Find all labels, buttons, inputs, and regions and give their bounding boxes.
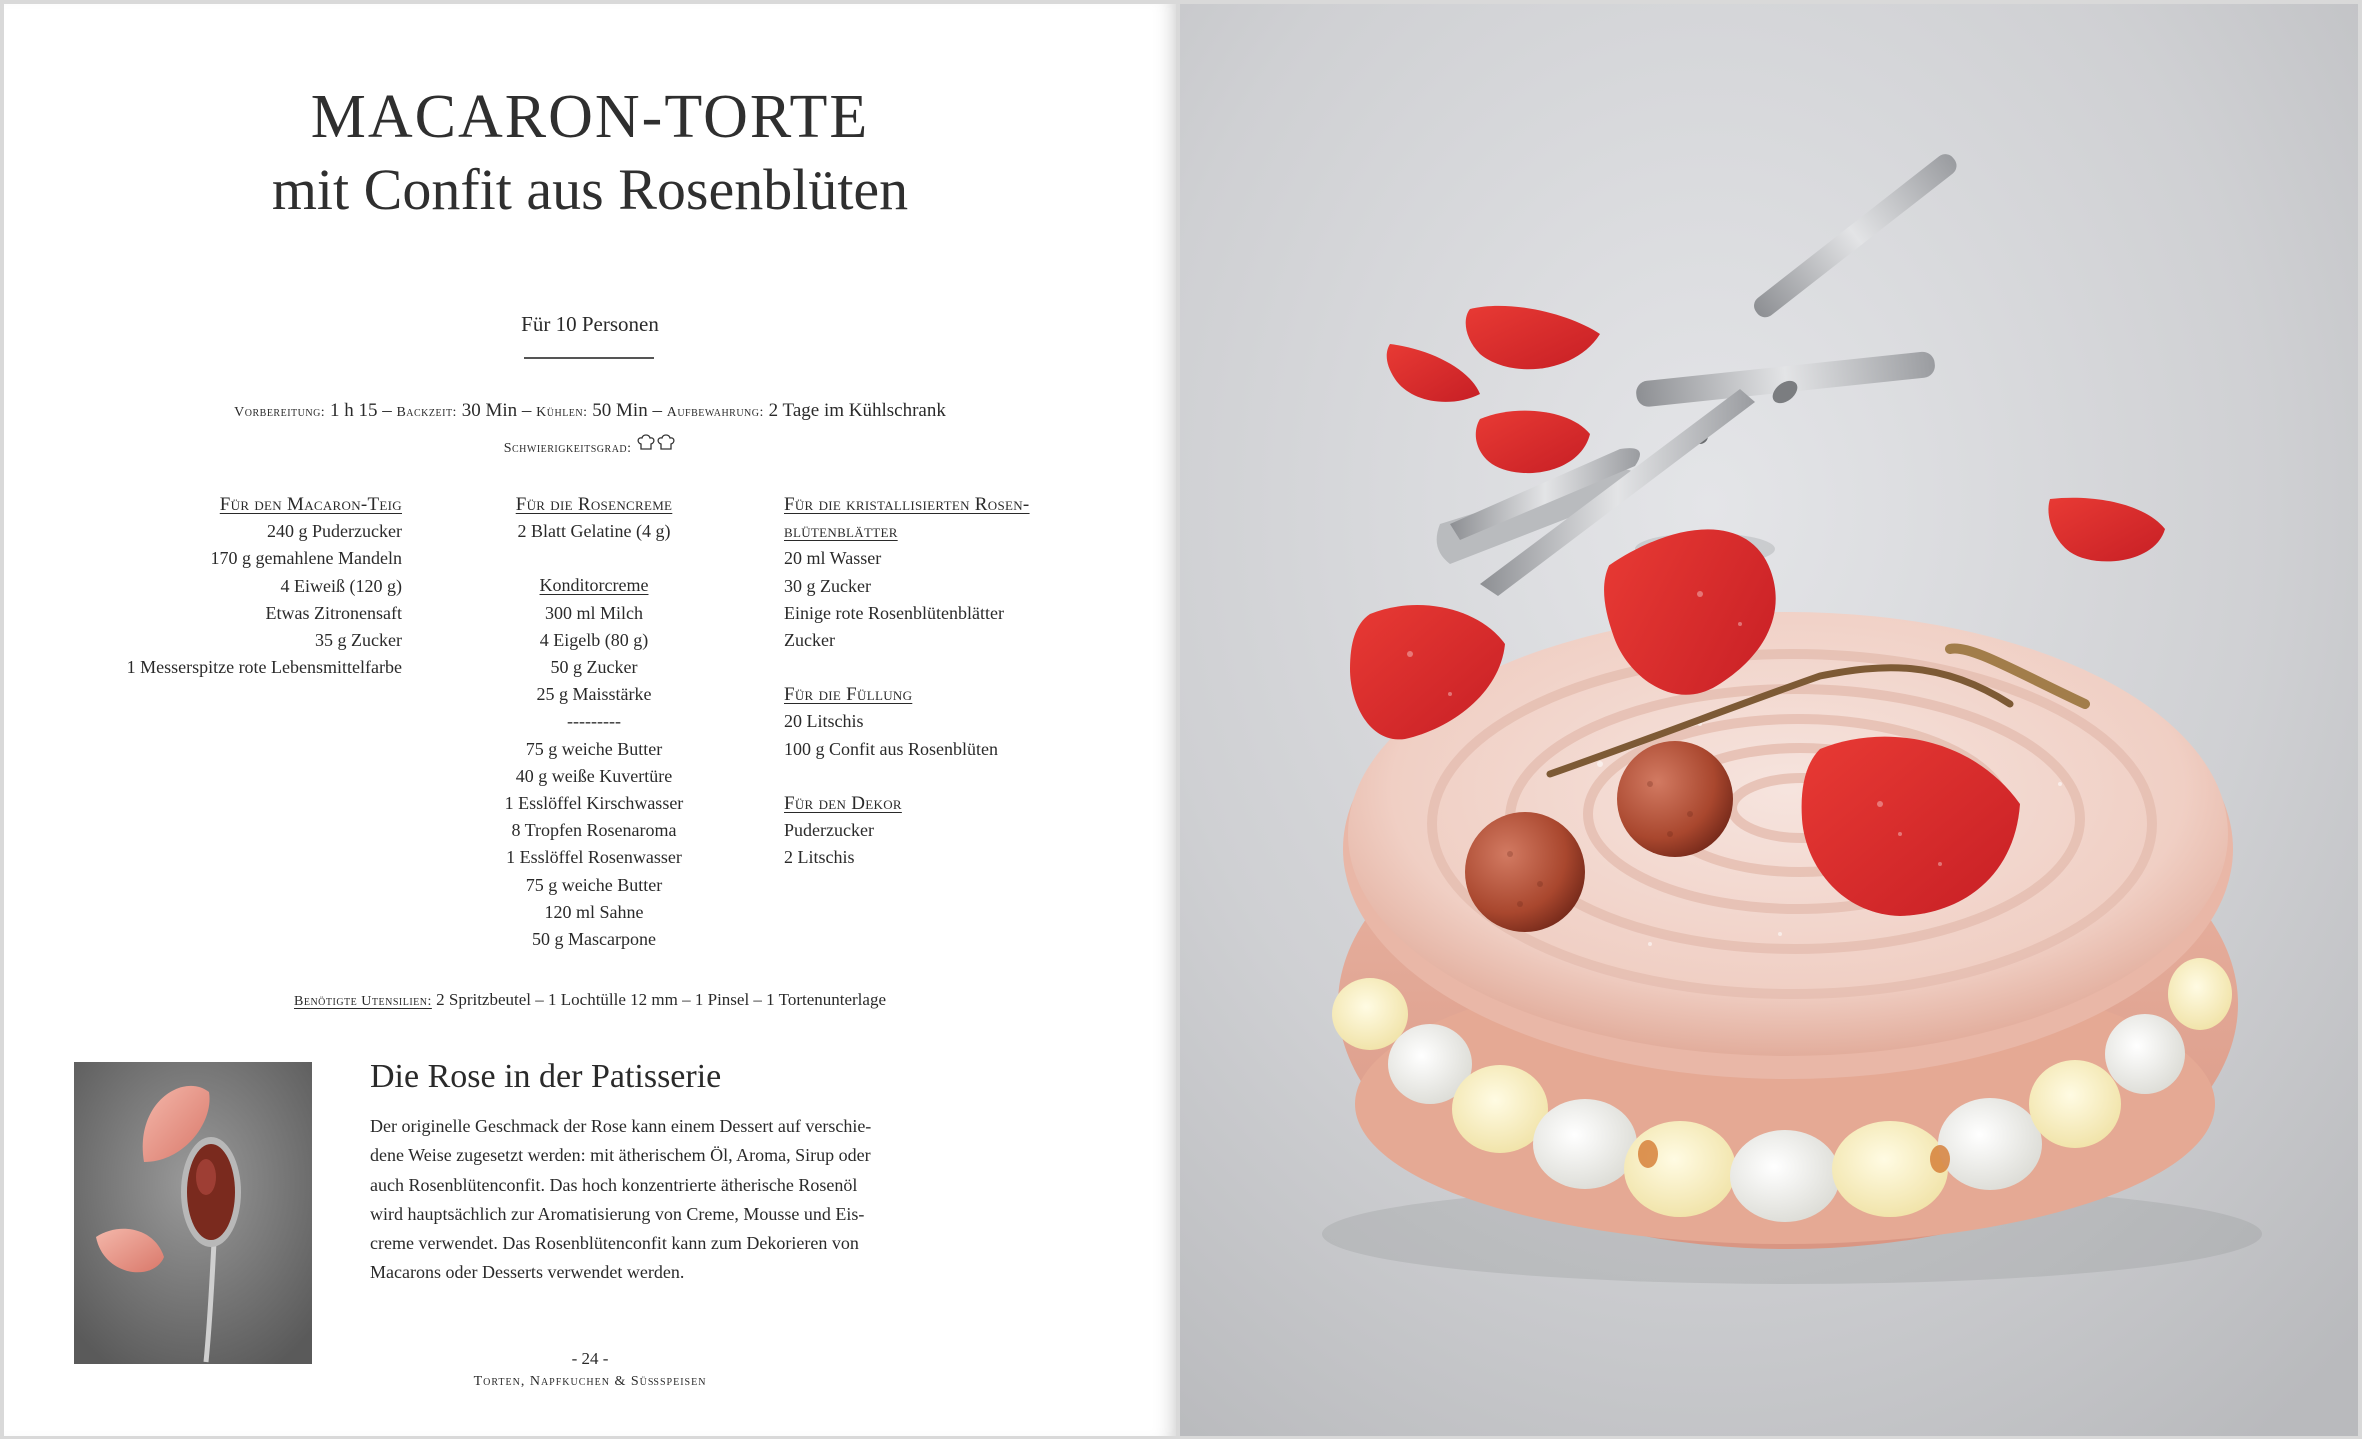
toque-icon	[636, 436, 676, 457]
ingredient: 120 ml Sahne	[544, 901, 644, 922]
section-heading: Für die kristallisierten Rosen-	[784, 494, 1030, 515]
meta-sep: –	[652, 400, 667, 421]
ingredient: 1 Messerspitze rote Lebensmittelfarbe	[126, 657, 402, 678]
ingredient: 35 g Zucker	[315, 630, 402, 651]
utensils	[4, 990, 1176, 1010]
meta-sep: –	[521, 400, 537, 421]
bake-value: 30 Min	[461, 400, 518, 421]
page-number: - 24 -	[571, 1349, 609, 1368]
store-label: Aufbewahrung:	[666, 405, 764, 420]
servings: Für 10 Personen	[521, 312, 659, 336]
ingredient: 1 Esslöffel Rosenwasser	[506, 847, 682, 868]
prep-value: 1 h 15	[329, 400, 378, 421]
ingredient: 75 g weiche Butter	[525, 874, 663, 895]
text-line: Der originelle Geschmack der Rose kann einem Dessert auf verschie-	[370, 1116, 872, 1136]
ingredient: 50 g Zucker	[550, 657, 638, 678]
ingredient: 300 ml Milch	[545, 602, 643, 623]
ingredient: 170 g gemahlene Mandeln	[210, 548, 402, 569]
text-line: creme verwendet. Das Rosenblütenconfit kann zum Dekorieren von	[370, 1233, 859, 1254]
ingredients-rosencreme	[444, 491, 744, 953]
section-heading: Für die Füllung	[784, 684, 913, 706]
ingredient: 240 g Puderzucker	[267, 521, 402, 542]
recipe-title: MACARON-TORTE	[310, 83, 870, 151]
ingredient: 1 Esslöffel Kirschwasser	[504, 793, 684, 814]
text-line: auch Rosenblütenconfit. Das hoch konzentrierte ätherische Rosenöl	[370, 1174, 858, 1195]
ingredient: 75 g weiche Butter	[525, 738, 663, 759]
bake-label: Backzeit:	[396, 405, 457, 420]
ingredient: Einige rote Rosenblütenblätter	[784, 602, 1004, 623]
ingredient: 50 g Mascarpone	[532, 929, 656, 950]
cool-value: 50 Min	[592, 400, 648, 421]
cool-label: Kühlen:	[536, 405, 588, 420]
section-heading: blütenblätter	[784, 521, 898, 543]
ingredient: 40 g weiße Kuvertüre	[515, 765, 673, 786]
text-line: dene Weise zugesetzt werden: mit ätherischem Öl, Aroma, Sirup oder	[370, 1145, 871, 1166]
recipe-subtitle: mit Confit aus Rosenblüten	[271, 157, 909, 222]
divider-rule	[524, 357, 654, 359]
ingredient: 2 Litschis	[784, 847, 855, 868]
recipe-page	[4, 4, 1176, 1436]
meta-sep: –	[382, 400, 397, 421]
ingredient: 20 Litschis	[784, 711, 864, 732]
ingredient: 4 Eigelb (80 g)	[539, 629, 649, 650]
ingredient: 30 g Zucker	[784, 575, 871, 596]
difficulty-label: Schwierigkeitsgrad:	[503, 441, 632, 456]
text-line: Macarons oder Desserts verwendet werden.	[370, 1262, 685, 1283]
ingredient: Etwas Zitronensaft	[265, 602, 402, 623]
info-box-title: Die Rose in der Patisserie	[370, 1058, 722, 1095]
section-name: Torten, Napfkuchen & Süßspeisen	[473, 1374, 707, 1389]
rose-spoon-photo	[74, 1062, 312, 1364]
text-line: wird hauptsächlich zur Aromatisierung von Creme, Mousse und Eis-	[370, 1203, 865, 1224]
ingredient: 100 g Confit aus Rosenblüten	[784, 738, 998, 759]
ingredient: 2 Blatt Gelatine (4 g)	[517, 521, 671, 542]
ingredients-other	[784, 491, 1114, 871]
section-heading: Für den Dekor	[784, 792, 902, 814]
info-box-text	[370, 1112, 960, 1288]
ingredient: 8 Tropfen Rosenaroma	[511, 820, 677, 841]
ingredient: 20 ml Wasser	[784, 548, 882, 569]
sub-heading: Konditorcreme	[539, 575, 649, 596]
difficulty	[4, 434, 1176, 458]
utensils-value: 2 Spritzbeutel – 1 Lochtülle 12 mm – 1 Pinsel – 1 Tortenunterlage	[436, 990, 886, 1009]
section-heading: Für den Macaron-Teig	[219, 494, 402, 515]
separator: ---------	[567, 711, 621, 732]
utensils-label: Benötigte Utensilien:	[294, 994, 432, 1009]
store-value: 2 Tage im Kühlschrank	[768, 400, 946, 421]
section-heading: Für die Rosencreme	[515, 494, 673, 515]
prep-label: Vorbereitung:	[234, 405, 326, 420]
ingredient: 25 g Maisstärke	[536, 684, 652, 705]
ingredient: Puderzucker	[784, 820, 874, 841]
ingredients-macaron	[64, 491, 402, 681]
ingredient: 4 Eiweiß (120 g)	[280, 575, 402, 596]
dessert-photo	[1180, 4, 2358, 1436]
recipe-meta	[4, 400, 1176, 422]
ingredient: Zucker	[784, 630, 835, 651]
